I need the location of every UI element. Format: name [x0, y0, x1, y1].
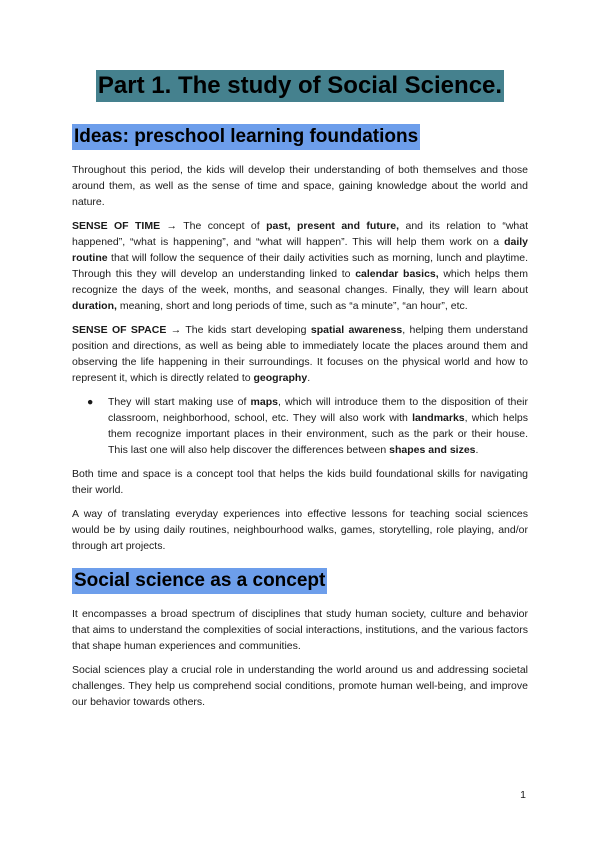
concept-paragraph-2: Social sciences play a crucial role in understanding the world around us and addressing societal challenges. They help us comprehend social conditions, promote human well-being, and improve our behavior towards others.: [72, 664, 528, 708]
bullet-icon: ●: [87, 396, 94, 408]
bold-term-spatial-awareness: spatial awareness: [310, 324, 403, 336]
bullet-list: [72, 394, 528, 458]
text-run: which helps them recognize the days of the week, months, and seasonal changes. Finally, they will learn about: [72, 268, 528, 296]
text-run: , which helps them recognize important places in their environment, such as the park or their house. This last one will also help discover the differences between: [108, 412, 528, 456]
text-run: , helping them understand position and directions, as well as being able to immediately locate the places around them and observing the life happening in their surroundings. It focuses on the physical world and how to represent it, which is directly related to: [72, 324, 528, 384]
section1-heading-container: [72, 124, 528, 150]
text-run: The kids start developing: [181, 324, 311, 336]
bold-term-duration: duration,: [72, 300, 117, 312]
sense-of-space-paragraph: [72, 322, 528, 386]
text-run: .: [475, 444, 479, 456]
lessons-paragraph: A way of translating everyday experiences into effective lessons for teaching social sciences would be by using daily routines, neighbourhood walks, games, storytelling, role playing, and/or through art projects.: [72, 508, 528, 552]
text-run: , which will introduce them to the disposition of their classroom, neighborhood, school, etc. They will also work with: [108, 396, 528, 424]
section2-heading-container: [72, 568, 528, 594]
bold-term-landmarks: landmarks: [412, 412, 465, 424]
intro-paragraph: Throughout this period, the kids will develop their understanding of both themselves and those around them, as well as the sense of time and space, gaining knowledge about the world and nature.: [72, 164, 528, 208]
bold-term-calendar-basics: calendar basics,: [355, 268, 439, 280]
title-container: [72, 70, 528, 102]
text-run: meaning, short and long periods of time, such as “a minute”, “an hour”, etc.: [116, 300, 468, 312]
section2-heading: Social science as a concept: [72, 568, 327, 594]
arrow-icon: →: [170, 324, 182, 336]
bold-term-maps: maps: [250, 396, 278, 408]
page-number: 1: [520, 789, 526, 801]
tools-paragraph: Both time and space is a concept tool that helps the kids build foundational skills for navigating their world.: [72, 468, 528, 496]
concept-paragraph-1: It encompasses a broad spectrum of disciplines that study human society, culture and behavior that aims to understand the complexities of social interactions, institutions, and the various factors that shape human experiences and communities.: [72, 608, 528, 652]
document-page: [72, 0, 528, 710]
bold-term-past-present-future: past, present and future,: [266, 220, 400, 232]
sense-of-space-label: SENSE OF SPACE: [72, 324, 167, 336]
bold-term-geography: geography: [253, 372, 308, 384]
text-run: They will start making use of: [108, 396, 251, 408]
sense-of-time-paragraph: [72, 218, 528, 314]
text-run: that will follow the sequence of their daily activities such as morning, lunch and playtime. Through this they will develop an understanding linked to: [72, 252, 528, 280]
text-run: The concept of: [177, 220, 267, 232]
list-item: [87, 394, 528, 458]
page-title: Part 1. The study of Social Science.: [96, 70, 504, 102]
arrow-icon: →: [166, 220, 177, 232]
text-run: .: [307, 372, 311, 384]
bold-term-shapes-and-sizes: shapes and sizes: [389, 444, 476, 456]
section1-heading: Ideas: preschool learning foundations: [72, 124, 420, 150]
text-run: and its relation to “what happened”, “what is happening”, and “what will happen”. This will help them work on a: [72, 220, 529, 248]
sense-of-time-label: SENSE OF TIME: [72, 220, 161, 232]
bold-term-daily-routine: daily routine: [72, 236, 528, 264]
